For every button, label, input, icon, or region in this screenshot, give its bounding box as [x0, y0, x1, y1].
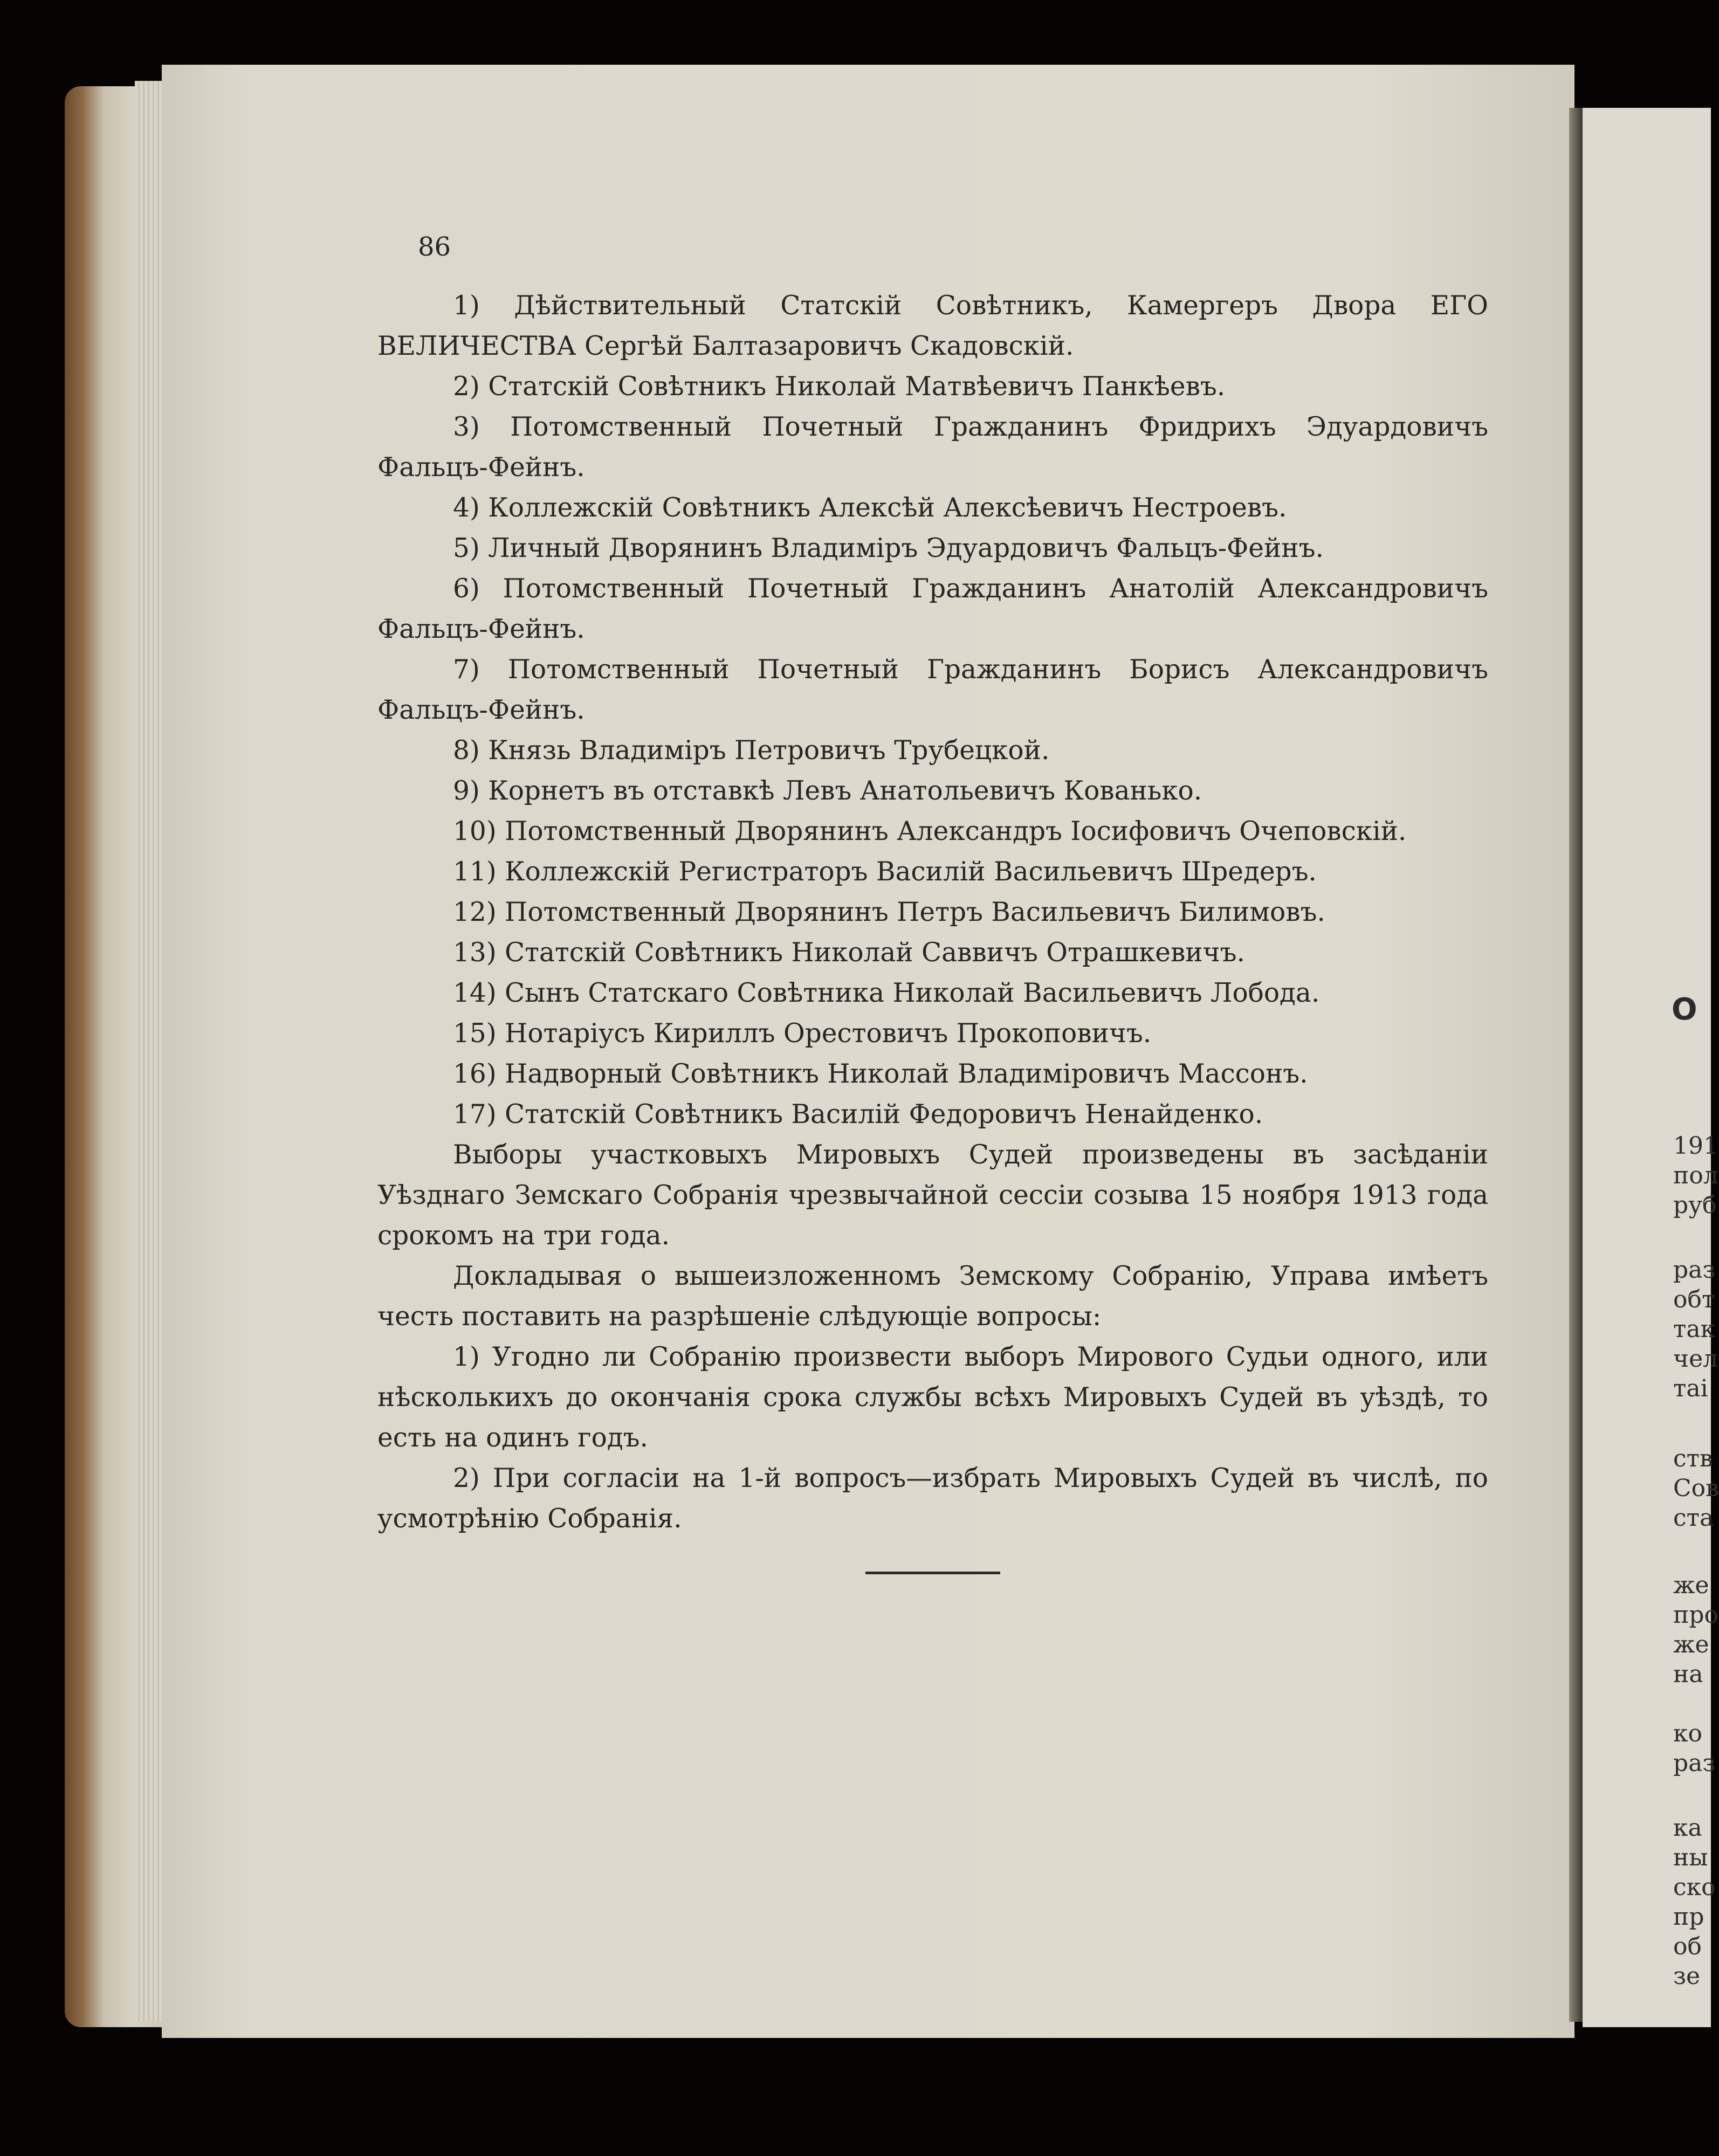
page-number: 86 [418, 232, 451, 262]
list-item: 7) Потомственный Почетный Гражданинъ Борисъ Александровичъ Фальцъ-Фейнъ. [377, 655, 1488, 725]
right-page-fragment: пол [1673, 1162, 1718, 1189]
list-item: 1) Дѣйствительный Статскій Совѣтникъ, Камергеръ Двора ЕГО ВЕЛИЧЕСТВА Сергѣй Балтазаровичъ Скадовскій. [377, 291, 1488, 361]
right-page-fragment: чел [1673, 1345, 1718, 1373]
right-page-fragment: же [1673, 1572, 1709, 1599]
right-page-fragment: руб [1673, 1191, 1717, 1219]
right-page-fragment: ста [1673, 1504, 1714, 1532]
list-item: 17) Статскій Совѣтникъ Василій Федоровичъ Ненайденко. [453, 1099, 1263, 1129]
paragraph-elections: Выборы участковыхъ Мировыхъ Судей произведены въ засѣданіи Уѣзднаго Земскаго Собранія чрезвычайной сессіи созыва 15 ноября 1913 года срокомъ на три года. [377, 1140, 1488, 1251]
list-item: 14) Сынъ Статскаго Совѣтника Николай Васильевичъ Лобода. [453, 978, 1320, 1008]
right-page-fragment: об [1673, 1933, 1702, 1960]
right-page-fragment: про [1673, 1601, 1718, 1629]
end-rule [865, 1572, 1000, 1574]
right-page-fragment: ка [1673, 1814, 1702, 1842]
right-page-fragment: ств [1673, 1445, 1713, 1472]
right-page-fragment: ко [1673, 1720, 1702, 1747]
right-page-fragment: же [1673, 1631, 1709, 1658]
right-page-fragment: на [1673, 1661, 1703, 1688]
list-item: 2) Статскій Совѣтникъ Николай Матвѣевичъ Панкѣевъ. [453, 371, 1226, 402]
right-page-fragment: пр [1673, 1903, 1704, 1931]
list-item: 16) Надворный Совѣтникъ Николай Владиміровичъ Массонъ. [453, 1059, 1308, 1089]
right-page-fragment: ны [1673, 1844, 1708, 1871]
list-item: 10) Потомственный Дворянинъ Александръ Іосифовичъ Очеповскій. [453, 816, 1407, 846]
question-1: 1) Угодно ли Собранію произвести выборъ Мирового Судьи одного, или нѣсколькихъ до окончанія срока службы всѣхъ Мировыхъ Судей въ уѣздѣ, то есть на одинъ годъ. [377, 1342, 1488, 1453]
list-item: 8) Князь Владиміръ Петровичъ Трубецкой. [453, 735, 1050, 766]
list-item: 11) Коллежскій Регистраторъ Василій Васильевичъ Шредеръ. [453, 857, 1317, 887]
right-page-fragment: раз [1673, 1749, 1716, 1777]
list-item: 6) Потомственный Почетный Гражданинъ Анатолій Александровичъ Фальцъ-Фейнъ. [377, 574, 1488, 644]
right-page-fragment: ско [1673, 1873, 1716, 1901]
right-page-fragment: обт [1673, 1286, 1715, 1313]
right-page [1583, 108, 1719, 2027]
right-page-fragment: зе [1673, 1962, 1701, 1990]
question-2: 2) При согласіи на 1-й вопросъ—избрать Мировыхъ Судей въ числѣ, по усмотрѣнію Собранія. [377, 1463, 1488, 1534]
members-list [377, 286, 1488, 1135]
list-item: 13) Статскій Совѣтникъ Николай Саввичъ Отрашкевичъ. [453, 938, 1245, 968]
list-item: 12) Потомственный Дворянинъ Петръ Васильевичъ Билимовъ. [453, 897, 1325, 927]
page-body [377, 232, 1488, 1574]
right-page-fragment: таі [1673, 1375, 1708, 1402]
right-page-fragment: 191 [1673, 1132, 1718, 1160]
right-page-fragment: Сов [1673, 1475, 1719, 1502]
right-page-fragment: так [1673, 1315, 1716, 1343]
list-item: 9) Корнетъ въ отставкѣ Левъ Анатольевичъ Кованько. [453, 776, 1202, 806]
paragraph-report: Докладывая о вышеизложенномъ Земскому Собранію, Управа имѣетъ честь поставить на разрѣшеніе слѣдующіе вопросы: [377, 1261, 1488, 1332]
list-item: 15) Нотаріусъ Кириллъ Орестовичъ Прокоповичъ. [453, 1018, 1152, 1049]
list-item: 3) Потомственный Почетный Гражданинъ Фридрихъ Эдуардовичъ Фальцъ-Фейнъ. [377, 412, 1488, 483]
list-item: 5) Личный Дворянинъ Владиміръ Эдуардовичъ Фальцъ-Фейнъ. [453, 533, 1324, 563]
right-page-fragment: раз [1673, 1256, 1716, 1284]
list-item: 4) Коллежскій Совѣтникъ Алексѣй Алексѣевичъ Нестроевъ. [453, 493, 1287, 523]
right-page-heading-fragment: О [1672, 992, 1697, 1027]
